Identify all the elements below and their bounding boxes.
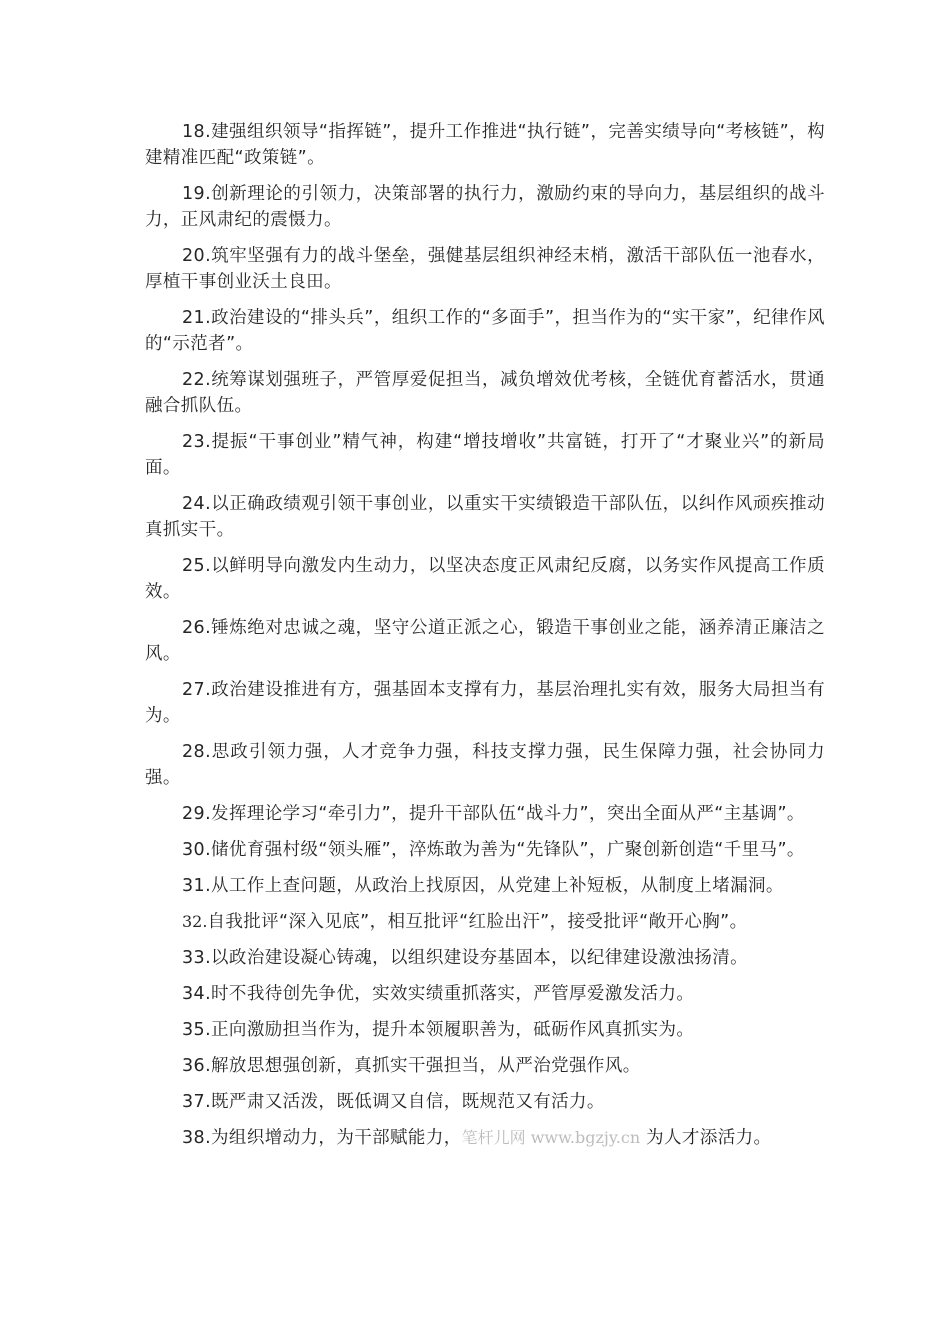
watermark-text: 笔杆儿网 www.bgzjy.cn xyxy=(461,1128,641,1147)
item-number: 26. xyxy=(182,618,212,638)
item-number: 38. xyxy=(182,1128,212,1148)
item-text: 以正确政绩观引领干事创业，以重实干实绩锻造干部队伍，以纠作风顽疾推动真抓实干。 xyxy=(145,494,825,540)
item-number: 21. xyxy=(182,308,212,328)
item-text: 创新理论的引领力，决策部署的执行力，激励约束的导向力，基层组织的战斗力，正风肃纪的震慑力。 xyxy=(145,184,825,230)
item-number: 28. xyxy=(182,742,212,762)
list-item-37 xyxy=(145,1089,825,1115)
list-item-30 xyxy=(145,837,825,863)
item-text-tail: 为人才添活力。 xyxy=(640,1128,772,1148)
item-number: 27. xyxy=(182,680,212,700)
item-text: 既严肃又活泼，既低调又自信，既规范又有活力。 xyxy=(211,1092,605,1112)
item-number: 24. xyxy=(182,494,212,514)
item-text: 自我批评“深入见底”，相互批评“红脸出汗”，接受批评“敞开心胸”。 xyxy=(207,912,748,932)
item-text: 解放思想强创新，真抓实干强担当，从严治党强作风。 xyxy=(211,1056,641,1076)
item-number: 23. xyxy=(182,432,212,452)
item-number: 31. xyxy=(182,876,212,896)
list-item-25 xyxy=(145,553,825,605)
item-text: 为组织增动力，为干部赋能力， xyxy=(211,1128,462,1148)
item-text: 政治建设的“排头兵”，组织工作的“多面手”，担当作为的“实干家”，纪律作风的“示范者”。 xyxy=(145,308,825,354)
item-number: 29. xyxy=(182,804,212,824)
list-item-31 xyxy=(145,873,825,899)
item-number: 32. xyxy=(182,912,208,931)
list-item-19 xyxy=(145,181,825,233)
item-number: 36. xyxy=(182,1056,212,1076)
list-item-28 xyxy=(145,739,825,791)
item-text: 政治建设推进有方，强基固本支撑有力，基层治理扎实有效，服务大局担当有为。 xyxy=(145,680,825,726)
item-number: 33. xyxy=(182,948,212,968)
list-item-36 xyxy=(145,1053,825,1079)
document-body xyxy=(145,119,825,1161)
item-number: 19. xyxy=(182,184,212,204)
item-text: 思政引领力强，人才竞争力强，科技支撑力强，民生保障力强，社会协同力强。 xyxy=(145,742,825,788)
list-item-21 xyxy=(145,305,825,357)
item-text: 提振“干事创业”精气神，构建“增技增收”共富链，打开了“才聚业兴”的新局面。 xyxy=(145,432,825,478)
item-text: 统筹谋划强班子，严管厚爱促担当，减负增效优考核，全链优育蓄活水，贯通融合抓队伍。 xyxy=(145,370,825,416)
list-item-38 xyxy=(145,1125,825,1151)
list-item-27 xyxy=(145,677,825,729)
item-text: 以鲜明导向激发内生动力，以坚决态度正风肃纪反腐，以务实作风提高工作质效。 xyxy=(145,556,825,602)
item-text: 以政治建设凝心铸魂，以组织建设夯基固本，以纪律建设激浊扬清。 xyxy=(211,948,749,968)
item-number: 35. xyxy=(182,1020,212,1040)
item-number: 34. xyxy=(182,984,212,1004)
list-item-32 xyxy=(145,909,825,935)
item-text: 从工作上查问题，从政治上找原因，从党建上补短板，从制度上堵漏洞。 xyxy=(211,876,784,896)
item-text: 建强组织领导“指挥链”，提升工作推进“执行链”，完善实绩导向“考核链”，构建精准匹配“政策链”。 xyxy=(145,122,825,168)
list-item-24 xyxy=(145,491,825,543)
item-text: 储优育强村级“领头雁”，淬炼敢为善为“先锋队”，广聚创新创造“千里马”。 xyxy=(211,840,805,860)
item-number: 25. xyxy=(182,556,212,576)
item-number: 18. xyxy=(182,122,212,142)
list-item-34 xyxy=(145,981,825,1007)
item-text: 筑牢坚强有力的战斗堡垒，强健基层组织神经末梢，激活干部队伍一池春水，厚植干事创业沃土良田。 xyxy=(145,246,825,292)
list-item-22 xyxy=(145,367,825,419)
list-item-33 xyxy=(145,945,825,971)
item-text: 锤炼绝对忠诚之魂，坚守公道正派之心，锻造干事创业之能，涵养清正廉洁之风。 xyxy=(145,618,825,664)
list-item-20 xyxy=(145,243,825,295)
item-number: 20. xyxy=(182,246,212,266)
list-item-23 xyxy=(145,429,825,481)
item-number: 22. xyxy=(182,370,212,390)
item-text: 时不我待创先争优，实效实绩重抓落实，严管厚爱激发活力。 xyxy=(211,984,695,1004)
list-item-26 xyxy=(145,615,825,667)
list-item-18 xyxy=(145,119,825,171)
list-item-35 xyxy=(145,1017,825,1043)
item-number: 30. xyxy=(182,840,212,860)
item-text: 正向激励担当作为，提升本领履职善为，砥砺作风真抓实为。 xyxy=(211,1020,695,1040)
list-item-29 xyxy=(145,801,825,827)
item-number: 37. xyxy=(182,1092,212,1112)
item-text: 发挥理论学习“牵引力”，提升干部队伍“战斗力”，突出全面从严“主基调”。 xyxy=(211,804,805,824)
